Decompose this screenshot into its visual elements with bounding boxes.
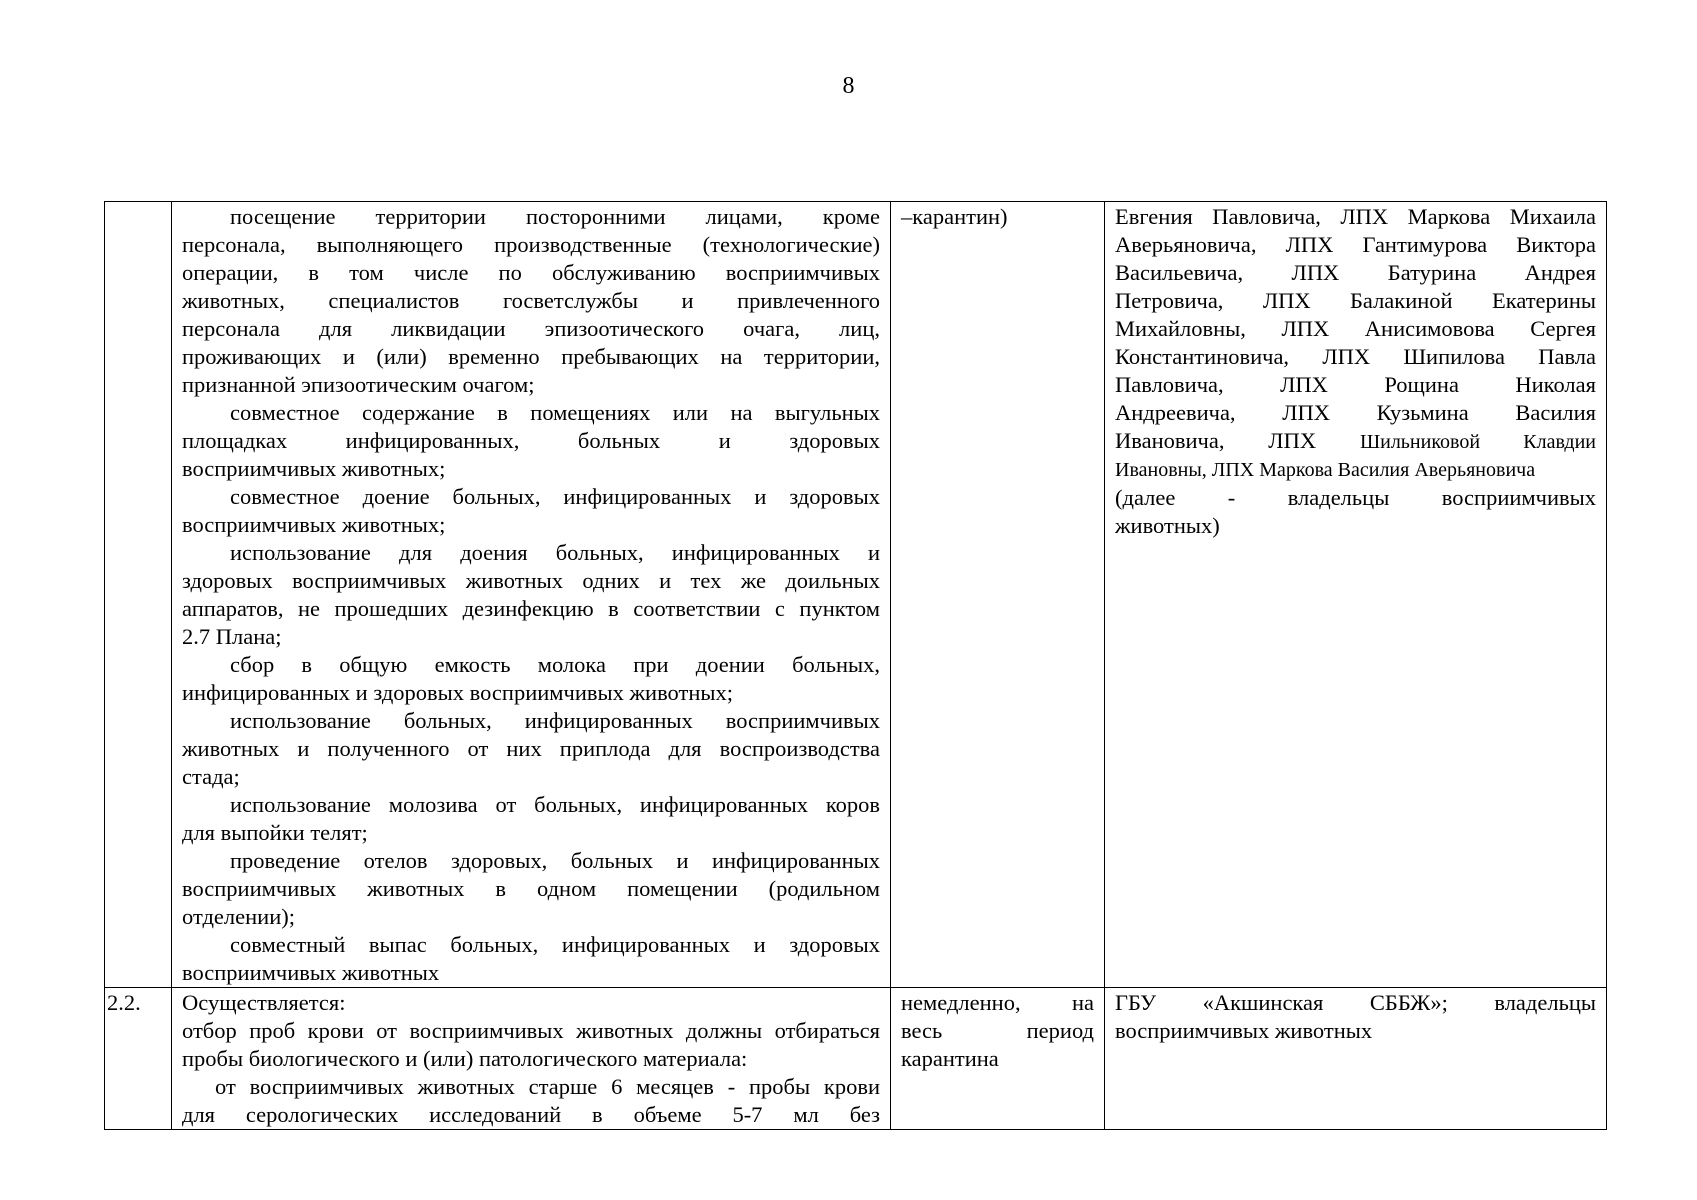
text-line: восприимчивых животных; (182, 512, 446, 537)
text-line: Петровича, ЛПХ Балакиной Екатерины (1115, 288, 1596, 313)
text-line: персонала для ликвидации эпизоотического очага, лиц, (182, 316, 880, 341)
text-line: животных и полученного от них приплода для воспроизводства (182, 736, 880, 761)
text-line: здоровых восприимчивых животных одних и тех же доильных (182, 568, 880, 593)
text-line: Ивановны, ЛПХ Маркова Василия Аверьяновича (1115, 459, 1536, 481)
text-line: проведение отелов здоровых, больных и инфицированных (230, 848, 880, 873)
text-line: использование молозива от больных, инфицированных коров (230, 792, 880, 817)
text-line: Осуществляется: (182, 990, 346, 1015)
text-fragment: Шильниковой Клавдии (1359, 431, 1596, 453)
text-line: восприимчивых животных; (182, 456, 446, 481)
text-line: 2.7 Плана; (182, 624, 282, 649)
measure-joint-keeping (182, 399, 880, 483)
text-line: немедленно, на (901, 990, 1094, 1015)
text-line: аппаратов, не прошедших дезинфекцию в соответствии с пунктом (182, 596, 880, 621)
text-line: Павловича, ЛПХ Рощина Николая (1115, 372, 1596, 397)
text-fragment: Ивановича, ЛПХ (1115, 428, 1317, 453)
responsible-cell (1105, 202, 1607, 988)
text-line: карантина (901, 1046, 999, 1071)
measure-milking-apparatus (182, 539, 880, 651)
measure-milk-collection (182, 651, 880, 707)
table-row (105, 202, 1607, 988)
text-line: пробы биологического и (или) патологического материала: (182, 1046, 748, 1071)
text-line: площадках инфицированных, больных и здоровых (182, 428, 880, 453)
measure-visitors (182, 203, 880, 399)
term-cell (891, 202, 1105, 988)
text-line: проживающих и (или) временно пребывающих на территории, (182, 344, 880, 369)
text-line: от восприимчивых животных старше 6 месяцев - пробы крови (215, 1074, 880, 1099)
measure-grazing (182, 931, 880, 987)
measures-cell (172, 988, 891, 1130)
item-number-cell (105, 202, 172, 988)
text-line: признанной эпизоотическим очагом; (182, 372, 535, 397)
text-line: (далее - владельцы восприимчивых (1115, 485, 1596, 510)
measure-colostrum (182, 791, 880, 847)
table-row (105, 988, 1607, 1130)
item-number-cell (105, 988, 172, 1130)
text-line: для выпойки телят; (182, 820, 368, 845)
text-line: Аверьяновича, ЛПХ Гантимурова Виктора (1115, 232, 1596, 257)
text-line: весь период (901, 1018, 1094, 1043)
text-line: совместное доение больных, инфицированных и здоровых (230, 484, 880, 509)
measure-joint-milking (182, 483, 880, 539)
text-line: Константиновича, ЛПХ Шипилова Павла (1115, 344, 1596, 369)
measure-calving (182, 847, 880, 931)
text-line: животных) (1115, 513, 1220, 538)
measures-cell (172, 202, 891, 988)
text-line: совместное содержание в помещениях или на выгульных (230, 400, 880, 425)
text-line: Михайловны, ЛПХ Анисимовова Сергея (1115, 316, 1596, 341)
text-line: посещение территории посторонними лицами, кроме (230, 204, 880, 229)
text-line: сбор в общую емкость молока при доении больных, (230, 652, 880, 677)
term-text: –карантин) (901, 204, 1008, 229)
text-line: инфицированных и здоровых восприимчивых животных; (182, 680, 733, 705)
responsible-cell (1105, 988, 1607, 1130)
text-line: отделении); (182, 904, 296, 929)
text-line: ГБУ «Акшинская СББЖ»; владельцы (1115, 990, 1596, 1015)
text-line: использование для доения больных, инфицированных и (230, 540, 880, 565)
text-line: совместный выпас больных, инфицированных и здоровых (230, 932, 880, 957)
text-line: стада; (182, 764, 240, 789)
text-line: персонала, выполняющего производственные (технологические) (182, 232, 880, 257)
text-line: Андреевича, ЛПХ Кузьмина Василия (1115, 400, 1596, 425)
term-cell (891, 988, 1105, 1130)
text-line: Васильевича, ЛПХ Батурина Андрея (1115, 260, 1596, 285)
text-line: отбор проб крови от восприимчивых животных должны отбираться (182, 1018, 880, 1043)
text-line: восприимчивых животных (182, 960, 440, 985)
text-line (1115, 427, 1596, 456)
text-line: операции, в том числе по обслуживанию восприимчивых (182, 260, 880, 285)
text-line: животных, специалистов госветслужбы и привлеченного (182, 288, 880, 313)
plan-table (104, 201, 1607, 1130)
item-number: 2.2. (107, 990, 141, 1015)
text-line: использование больных, инфицированных восприимчивых (230, 708, 880, 733)
text-line: восприимчивых животных (1115, 1018, 1373, 1043)
measure-reproduction (182, 707, 880, 791)
text-line: Евгения Павловича, ЛПХ Маркова Михаила (1115, 204, 1596, 229)
text-line: для серологических исследований в объеме 5-7 мл без (182, 1102, 880, 1127)
page-number: 8 (842, 73, 855, 99)
text-line: восприимчивых животных в одном помещении (родильном (182, 876, 880, 901)
